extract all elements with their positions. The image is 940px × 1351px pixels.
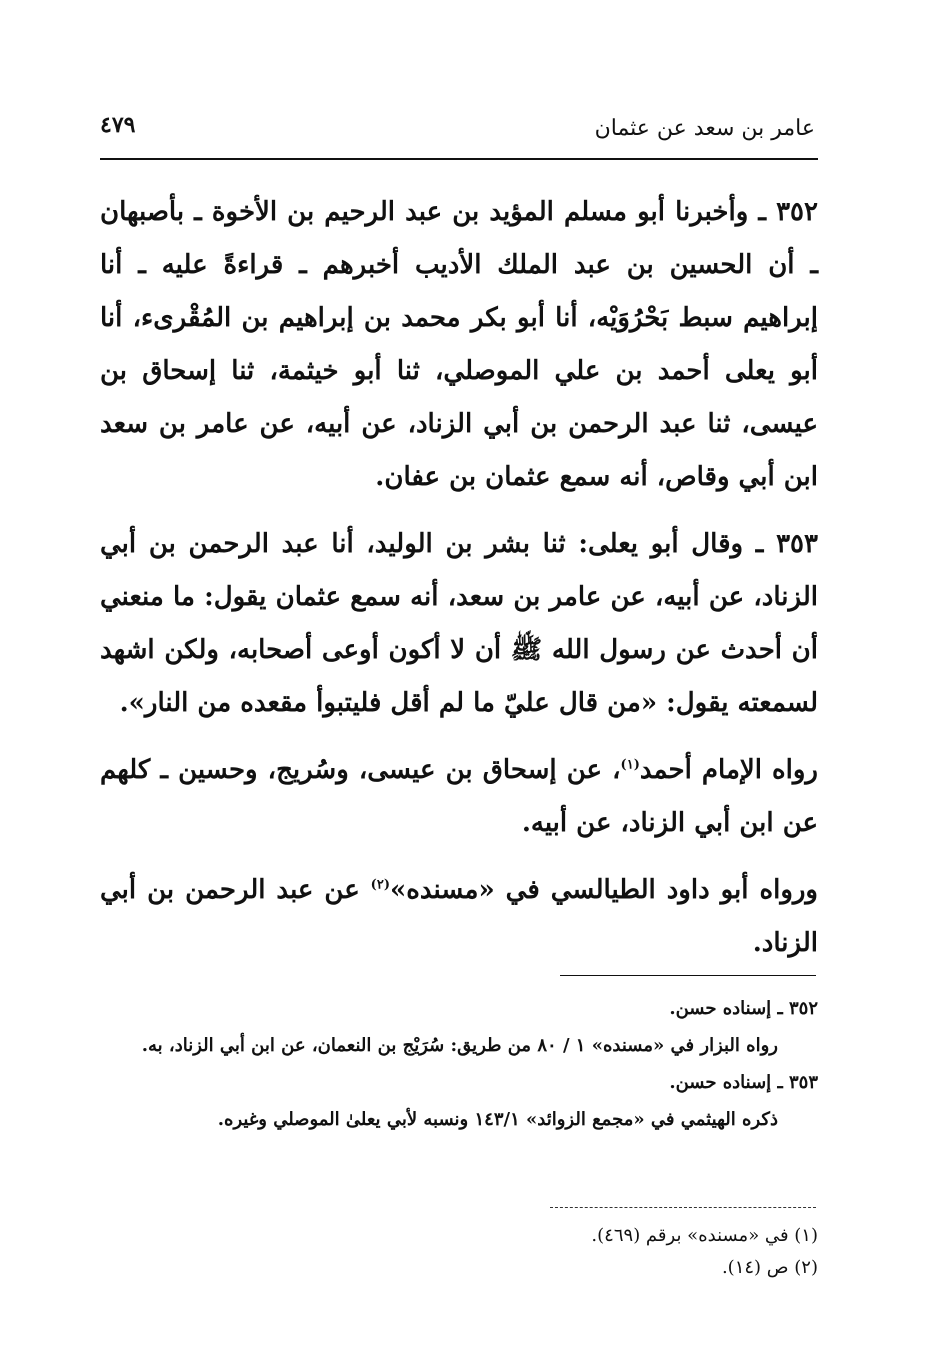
- note-body: رواه البزار في «مسنده» ١ / ٨٠ من طريق: سُرَيْج بن النعمان، عن ابن أبي الزناد، به.: [141, 1035, 778, 1056]
- takhrij-paragraph: [100, 864, 818, 970]
- note-body: ذكره الهيثمي في «مجمع الزوائد» ١٤٣/١ ونسبه لأبي يعلىٰ الموصلي وغيره.: [217, 1109, 778, 1130]
- hadith-number: ٣٥٢: [776, 197, 818, 227]
- header-rule: [100, 158, 818, 160]
- note-heading: ٣٥٢ ـ إسناده حسن.: [669, 998, 818, 1019]
- footnotes-separator: [550, 1207, 816, 1208]
- footnote-marker: (١): [620, 757, 640, 773]
- footnote-1: (١) في «مسنده» برقم (٤٦٩).: [591, 1225, 818, 1246]
- footnotes: [100, 1220, 818, 1284]
- paragraph-text: عن عبد الرحمن بن أبي الزناد.: [100, 875, 818, 958]
- notes-separator: [560, 975, 816, 976]
- hadith-number: ٣٥٣: [776, 529, 818, 559]
- paragraph-text: ورواه أبو داود الطيالسي في «مسنده»: [389, 875, 818, 905]
- footnote-2: (٢) ص (١٤).: [721, 1257, 818, 1278]
- running-title: عامر بن سعد عن عثمان: [594, 116, 815, 141]
- takhrij-paragraph: [100, 744, 818, 850]
- hadith-text: ـ وأخبرنا أبو مسلم المؤيد بن عبد الرحيم بن الأخوة ـ بأصبهان ـ أن الحسين بن عبد الملك الأديب أخبرهم ـ قراءةً عليه ـ أنا إبراهيم سبط بَحْرُوَيْه، أنا أبو بكر محمد بن إبراهيم بن المُقْرىء، أنا أبو يعلى أحمد بن علي الموصلي، ثنا أبو خيثمة، ثنا إسحاق بن عيسى، ثنا عبد الرحمن بن أبي الزناد، عن أبيه، عن عامر بن سعد ابن أبي وقاص، أنه سمع عثمان بن عفان.: [100, 197, 818, 492]
- note-heading: ٣٥٣ ـ إسناده حسن.: [669, 1072, 818, 1093]
- paragraph-text: رواه الإمام أحمد: [639, 755, 818, 785]
- hadith-352: [100, 186, 818, 504]
- main-text: [100, 186, 818, 984]
- page-header: [100, 112, 815, 152]
- hadith-353: [100, 518, 818, 730]
- hadith-text: ـ وقال أبو يعلى: ثنا بشر بن الوليد، أنا عبد الرحمن بن أبي الزناد، عن أبيه، عن عامر بن سعد، أنه سمع عثمان يقول: ما منعني أن أحدث عن رسول الله ﷺ أن لا أكون أوعى أصحابه، ولكن اشهد لسمعته يقول: «من قال عليّ ما لم أقل فليتبوأ مقعده من النار».: [100, 529, 818, 718]
- paragraph-text: ، عن إسحاق بن عيسى، وسُريج، وحسين ـ كلهم عن ابن أبي الزناد، عن أبيه.: [100, 755, 818, 838]
- editor-notes: [100, 990, 818, 1138]
- footnote-marker: (٢): [370, 877, 390, 893]
- page-number: ٤٧٩: [100, 112, 136, 138]
